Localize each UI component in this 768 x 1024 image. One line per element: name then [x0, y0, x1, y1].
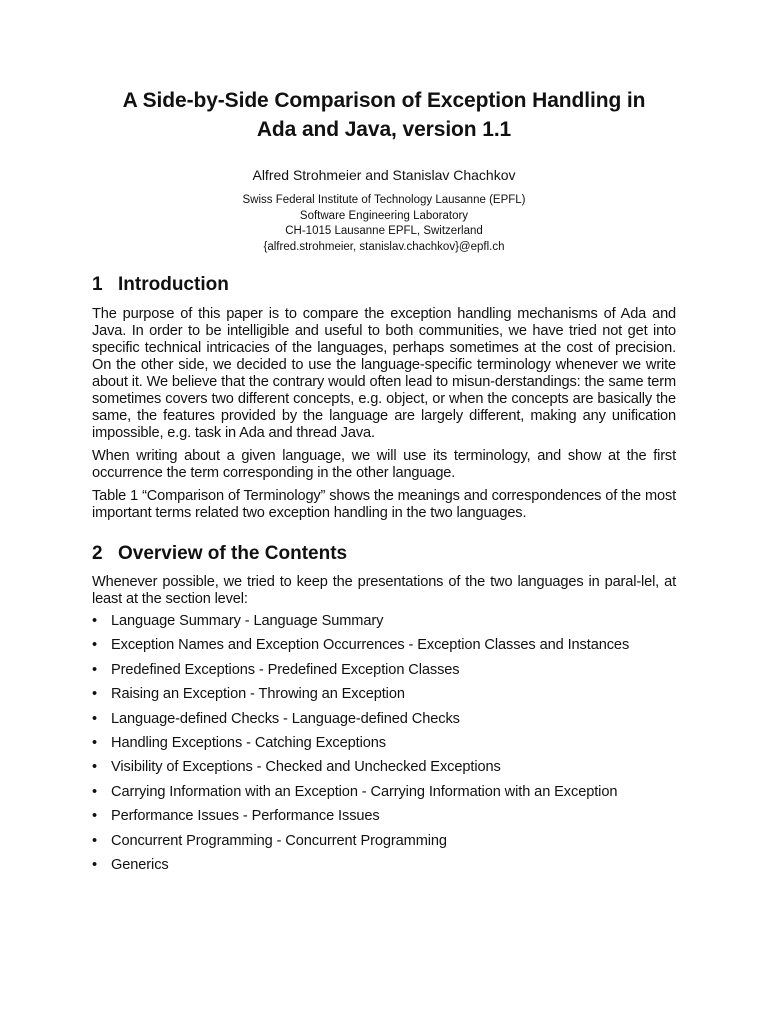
section-title: Introduction: [118, 274, 229, 295]
paragraph: Table 1 “Comparison of Terminology” shows the meanings and correspondences of the most important terms related two exception handling in the two languages.: [92, 488, 676, 521]
paragraph: When writing about a given language, we will use its terminology, and show at the first occurrence the term corresponding in the other language.: [92, 448, 676, 481]
section-heading: [92, 273, 676, 297]
list-item-text: Predefined Exceptions - Predefined Exception Classes: [111, 661, 460, 678]
bullet: •: [92, 613, 98, 629]
list-item-text: Carrying Information with an Exception - Carrying Information with an Exception: [111, 783, 618, 800]
bullet: •: [92, 759, 98, 776]
list-item: [92, 784, 676, 801]
list-item-text: Exception Names and Exception Occurrences - Exception Classes and Instances: [111, 637, 630, 654]
list-item: [92, 857, 676, 874]
paragraph: The purpose of this paper is to compare the exception handling mechanisms of Ada and Java. In order to be intelligible and useful to both communities, we have tried not get into specific technical intricacies of the languages, perhaps sometimes at the cost of precision. On the other side, we decided to use the language-specific terminology whenever we write about it. We believe that the contrary would often lead to misun-derstandings: the same term sometimes covers two different concepts, e.g. object, or when the concepts are basically the same, the features provided by the language are largely different, making any unification impossible, e.g. task in Ada and thread Java.: [92, 306, 676, 441]
affiliation-address: CH-1015 Lausanne EPFL, Switzerland: [285, 225, 483, 237]
list-item-text: Generics: [111, 856, 169, 873]
list-item-text: Handling Exceptions - Catching Exceptions: [111, 734, 386, 751]
bullet: •: [92, 832, 98, 849]
bullet: •: [92, 686, 98, 703]
section-introduction: [92, 273, 676, 522]
list-item-text: Visibility of Exceptions - Checked and Unchecked Exceptions: [111, 759, 501, 776]
list-item: [92, 637, 676, 654]
list-item: [92, 735, 676, 752]
affiliation-institute: Swiss Federal Institute of Technology Lausanne (EPFL): [242, 194, 526, 206]
title-line-1: A Side-by-Side Comparison of Exception Handling in: [122, 89, 646, 112]
list-item: [92, 613, 676, 630]
list-item: [92, 759, 676, 776]
bullet: •: [92, 710, 98, 727]
list-item: [92, 711, 676, 728]
bullet: •: [92, 808, 98, 825]
list-item-text: Language Summary - Language Summary: [111, 613, 384, 629]
list-item-text: Raising an Exception - Throwing an Exception: [111, 686, 405, 703]
list-item-text: Language-defined Checks - Language-defined Checks: [111, 710, 460, 727]
section-number: 1: [92, 274, 103, 295]
paper-title: [92, 86, 676, 144]
section-heading: [92, 542, 676, 566]
affiliation: [92, 193, 676, 255]
section-overview: [92, 542, 676, 874]
contents-list: [92, 613, 676, 874]
section-title: Overview of the Contents: [118, 543, 348, 564]
list-item: [92, 808, 676, 825]
list-item: [92, 833, 676, 850]
bullet: •: [92, 637, 98, 654]
list-item-text: Concurrent Programming - Concurrent Programming: [111, 832, 447, 849]
affiliation-lab: Software Engineering Laboratory: [299, 209, 469, 222]
bullet: •: [92, 734, 98, 751]
bullet: •: [92, 856, 98, 873]
title-line-2: Ada and Java, version 1.1: [256, 118, 512, 141]
bullet: •: [92, 783, 98, 800]
affiliation-email: {alfred.strohmeier, stanislav.chachkov}@epfl.ch: [263, 240, 505, 253]
paragraph: Whenever possible, we tried to keep the presentations of the two languages in paral-lel, at least at the section level:: [92, 574, 676, 607]
bullet: •: [92, 661, 98, 678]
section-number: 2: [92, 543, 103, 564]
list-item: [92, 686, 676, 703]
list-item: [92, 662, 676, 679]
list-item-text: Performance Issues - Performance Issues: [111, 808, 380, 825]
authors: Alfred Strohmeier and Stanislav Chachkov: [252, 167, 516, 183]
